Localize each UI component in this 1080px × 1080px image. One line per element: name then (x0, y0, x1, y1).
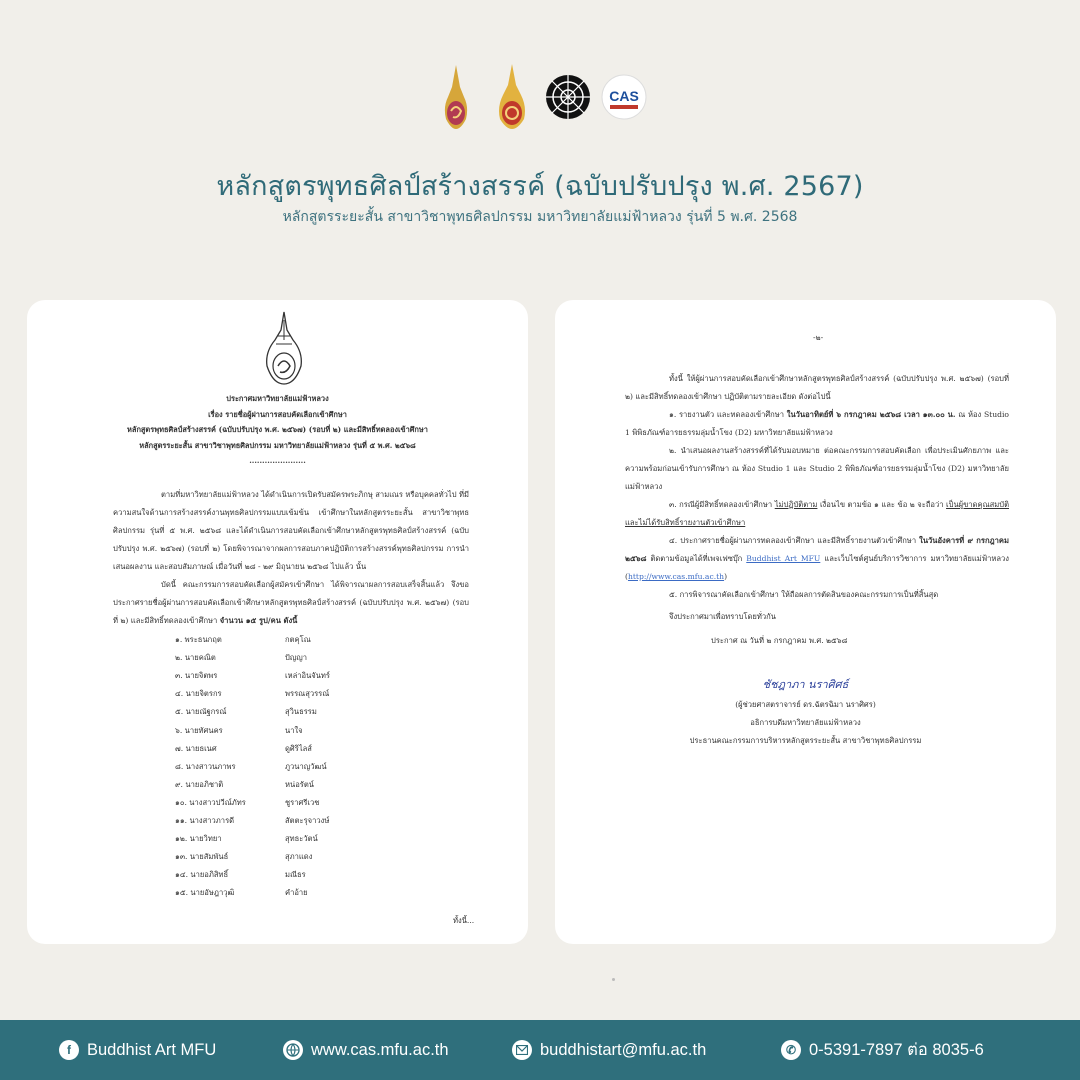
candidate-row (175, 667, 385, 685)
candidate-name: ๘. นางสาวนภาพร (175, 761, 236, 771)
candidate-row (175, 631, 385, 649)
candidate-row (175, 848, 385, 866)
page-title: หลักสูตรพุทธศิลป์สร้างสรรค์ (ฉบับปรับปรุง พ.ศ. 2567) (216, 171, 864, 202)
candidate-row (175, 884, 385, 902)
cas-website-link[interactable]: http://www.cas.mfu.ac.th (627, 572, 725, 581)
globe-icon (283, 1040, 303, 1060)
instruction-intro: ทั้งนี้ ให้ผู้ผ่านการสอบคัดเลือกเข้าศึกษาหลักสูตรพุทธศิลป์สร้างสรรค์ (ฉบับปรับปรุง พ.ศ. ๒๕๖๗) (รอบที่ ๒) และมีสิทธิ์ทดลองเข้าศึกษา ปฏิบัติตามรายละเอียด ดังต่อไปนี้ (625, 374, 1009, 401)
candidate-surname: นาใจ (285, 725, 303, 735)
candidate-row (175, 649, 385, 667)
footer-phone[interactable]: ✆ 0-5391-7897 ต่อ 8035-6 (781, 1020, 984, 1080)
signer-title: อธิการบดีมหาวิทยาลัยแม่ฟ้าหลวง (750, 718, 861, 727)
facebook-page-link[interactable]: Buddhist Art MFU (746, 554, 821, 563)
decorative-dot (612, 978, 615, 981)
candidate-name: ๔. นายจิตรกร (175, 689, 222, 699)
instruction-2: ๒. นำเสนอผลงานสร้างสรรค์ที่ได้รับมอบหมาย ต่อคณะกรรมการสอบคัดเลือก เพื่อประเมินศักยภาพ และความพร้อมก่อนเข้ารับการศึกษา ณ ห้อง Studio 1 และ Studio 2 พิพิธภัณฑ์อารยธรรมลุ่มน้ำโขง (D2) มหาวิทยาลัยแม่ฟ้าหลวง (625, 446, 1009, 491)
royal-emblem-logo (488, 62, 536, 132)
candidate-surname: ชูราศรีเวช (285, 797, 320, 807)
mfu-emblem-logo (432, 62, 480, 132)
instruction-3: ๓. กรณีผู้มีสิทธิ์ทดลองเข้าศึกษา ไม่ปฏิบัติตาม เงื่อนไข ตามข้อ ๑ และ ข้อ ๒ จะถือว่า เป็นผู้ขาดคุณสมบัติ และไม่ได้รับสิทธิ์รายงานตัวเข้าศึกษา (625, 500, 1010, 527)
cas-logo (600, 62, 648, 132)
announcement-heading: ประกาศมหาวิทยาลัยแม่ฟ้าหลวง เรื่อง รายชื่อผู้ผ่านการสอบคัดเลือกเข้าศึกษา หลักสูตรพุทธศิลป์สร้างสรรค์ (ฉบับปรับปรุง พ.ศ. ๒๕๖๗) (รอบที่ ๒) และมีสิทธิ์ทดลองเข้าศึกษา หลักสูตรระยะสั้น สาขาวิชาพุทธศิลปกรรม มหาวิทยาลัยแม่ฟ้าหลวง รุ่นที่ ๕ พ.ศ. ๒๕๖๘ ...................... (127, 394, 428, 465)
announcement-page-1 (27, 300, 528, 944)
buddhist-art-wheel-logo (544, 62, 592, 132)
candidate-surname: มณีธร (285, 870, 306, 880)
candidate-name: ๗. นายธเนศ (175, 743, 217, 753)
footer-email[interactable]: buddhistart@mfu.ac.th (512, 1020, 706, 1080)
signer-name: (ผู้ช่วยศาสตราจารย์ ดร.ฉัตรฉิมา นราศิศร) (735, 700, 876, 709)
footer-bar (0, 1020, 1080, 1080)
signature: ชัชฎาภา นราศิศธ์ (762, 678, 849, 691)
candidate-name: ๑๓. นายสัมพันธ์ (175, 852, 229, 862)
candidate-name: ๓. นายจิตพร (175, 671, 218, 681)
signer-role: ประธานคณะกรรมการบริหารหลักสูตรระยะสั้น สาขาวิชาพุทธศิลปกรรม (689, 736, 922, 745)
header-logos (0, 62, 1080, 132)
instruction-4: ๔. ประกาศรายชื่อผู้ผ่านการทดลองเข้าศึกษา และมีสิทธิ์รายงานตัวเข้าศึกษา ในวันอังคารที่ ๙ กรกฎาคม ๒๕๖๘ ติดตามข้อมูลได้ที่เพจเฟซบุ๊ก Buddhist Art MFU และเว็บไซต์ศูนย์บริการวิชาการ มหาวิทยาลัยแม่ฟ้าหลวง (http://www.cas.mfu.ac.th) (625, 536, 1010, 581)
footer-website[interactable]: www.cas.mfu.ac.th (283, 1020, 449, 1080)
candidate-surname: ดูศิริไลส์ (285, 743, 312, 753)
candidate-row (175, 830, 385, 848)
candidate-row (175, 794, 385, 812)
instruction-1: ๑. รายงานตัว และทดลองเข้าศึกษา ในวันอาทิตย์ที่ ๖ กรกฎาคม ๒๕๖๘ เวลา ๑๓.๐๐ น. ณ ห้อง Studio 1 พิพิธภัณฑ์อารยธรรมลุ่มน้ำโขง (D2) มหาวิทยาลัยแม่ฟ้าหลวง (625, 410, 1009, 437)
candidate-list (175, 631, 385, 902)
candidate-row (175, 685, 385, 703)
candidate-surname: ปัญญา (285, 653, 308, 663)
candidate-name: ๙. นายอภิชาติ (175, 779, 224, 789)
candidate-name: ๖. นายทัศนคร (175, 725, 223, 735)
announcement-paragraph-2: บัดนี้ คณะกรรมการสอบคัดเลือกผู้สมัครเข้าศึกษา ได้พิจารณาผลการสอบเสร็จสิ้นแล้ว จึงขอประกาศรายชื่อผู้ผ่านการสอบคัดเลือกเข้าศึกษาหลักสูตรพุทธศิลป์สร้างสรรค์ (ฉบับปรับปรุง พ.ศ. ๒๕๖๗) (รอบที่ ๒) และมีสิทธิ์ทดลองเข้าศึกษา จำนวน ๑๕ รูป/คน ดังนี้ (113, 580, 469, 625)
email-icon (512, 1040, 532, 1060)
facebook-icon: f (59, 1040, 79, 1060)
candidate-surname: สุวินธรรม (285, 707, 317, 717)
candidate-surname: กตคุโณ (285, 635, 311, 645)
candidate-row (175, 721, 385, 739)
candidate-row (175, 758, 385, 776)
footer-facebook[interactable]: f Buddhist Art MFU (59, 1020, 216, 1080)
phone-icon: ✆ (781, 1040, 801, 1060)
candidate-name: ๑. พระธนกฤต (175, 635, 222, 645)
candidate-name: ๑๒. นายวิทยา (175, 834, 222, 844)
candidate-name: ๑๕. นายอัษฎาวุฒิ (175, 888, 235, 898)
announcement-date: ประกาศ ณ วันที่ ๒ กรกฎาคม พ.ศ. ๒๕๖๘ (711, 636, 848, 645)
candidate-surname: เหล่าอินจันทร์ (285, 671, 330, 681)
candidate-surname: หน่อรัตน์ (285, 779, 314, 789)
candidate-surname: สัตตะรุจาวงษ์ (285, 815, 330, 825)
instruction-5: ๕. การพิจารณาคัดเลือกเข้าศึกษา ให้ถือผลการตัดสินของคณะกรรมการเป็นที่สิ้นสุด (669, 590, 939, 599)
university-emblem-icon (259, 310, 309, 393)
candidate-row (175, 812, 385, 830)
closing-line: จึงประกาศมาเพื่อทราบโดยทั่วกัน (669, 612, 776, 621)
candidate-surname: พรรณสุวรรณ์ (285, 689, 330, 699)
announcement-paragraph-1: ตามที่มหาวิทยาลัยแม่ฟ้าหลวง ได้ดำเนินการเปิดรับสมัครพระภิกษุ สามเณร หรือบุคคลทั่วไป ที่มีความสนใจด้านการสร้างสรรค์งานพุทธศิลปกรรมแบบเข้มข้น เข้าศึกษาในหลักสูตรระยะสั้น สาขาวิชาพุทธศิลปกรรม รุ่นที่ ๕ พ.ศ. ๒๕๖๘ และได้ดำเนินการสอบคัดเลือกเข้าศึกษาหลักสูตรพุทธศิลป์สร้างสรรค์ (ฉบับปรับปรุง พ.ศ. ๒๕๖๗) (รอบที่ ๒) โดยพิจารณาจากผลการสอบภาคปฏิบัติการสร้างสรรค์พุทธศิลปกรรม การนำเสนอผลงาน และสอบสัมภาษณ์ เมื่อวันที่ ๒๘ - ๒๙ มิถุนายน ๒๕๖๘ ไปแล้ว นั้น (113, 490, 469, 571)
continued-marker: ทั้งนี้... (453, 916, 475, 925)
candidate-name: ๑๔. นายอภิสิทธิ์ (175, 870, 229, 880)
candidate-name: ๒. นายคณิต (175, 653, 216, 663)
candidate-row (175, 740, 385, 758)
page-number: -๒- (813, 333, 824, 342)
candidate-row (175, 866, 385, 884)
candidate-name: ๕. นายณัฐกรณ์ (175, 707, 227, 717)
announcement-page-2 (555, 300, 1056, 944)
candidate-row (175, 703, 385, 721)
candidate-surname: สุทธะวัตน์ (285, 834, 318, 844)
candidate-surname: สุภาแดง (285, 852, 313, 862)
svg-text:CAS: CAS (609, 88, 639, 104)
page-subtitle: หลักสูตรระยะสั้น สาขาวิชาพุทธศิลปกรรม มหาวิทยาลัยแม่ฟ้าหลวง รุ่นที่ 5 พ.ศ. 2568 (282, 209, 798, 225)
candidate-row (175, 776, 385, 794)
candidate-name: ๑๑. นางสาวภารดี (175, 815, 235, 825)
candidate-surname: ภูวนาญวัฒน์ (285, 761, 327, 771)
candidate-surname: คำอ้าย (285, 888, 308, 898)
candidate-name: ๑๐. นางสาวปวีณ์ภัทร (175, 797, 246, 807)
